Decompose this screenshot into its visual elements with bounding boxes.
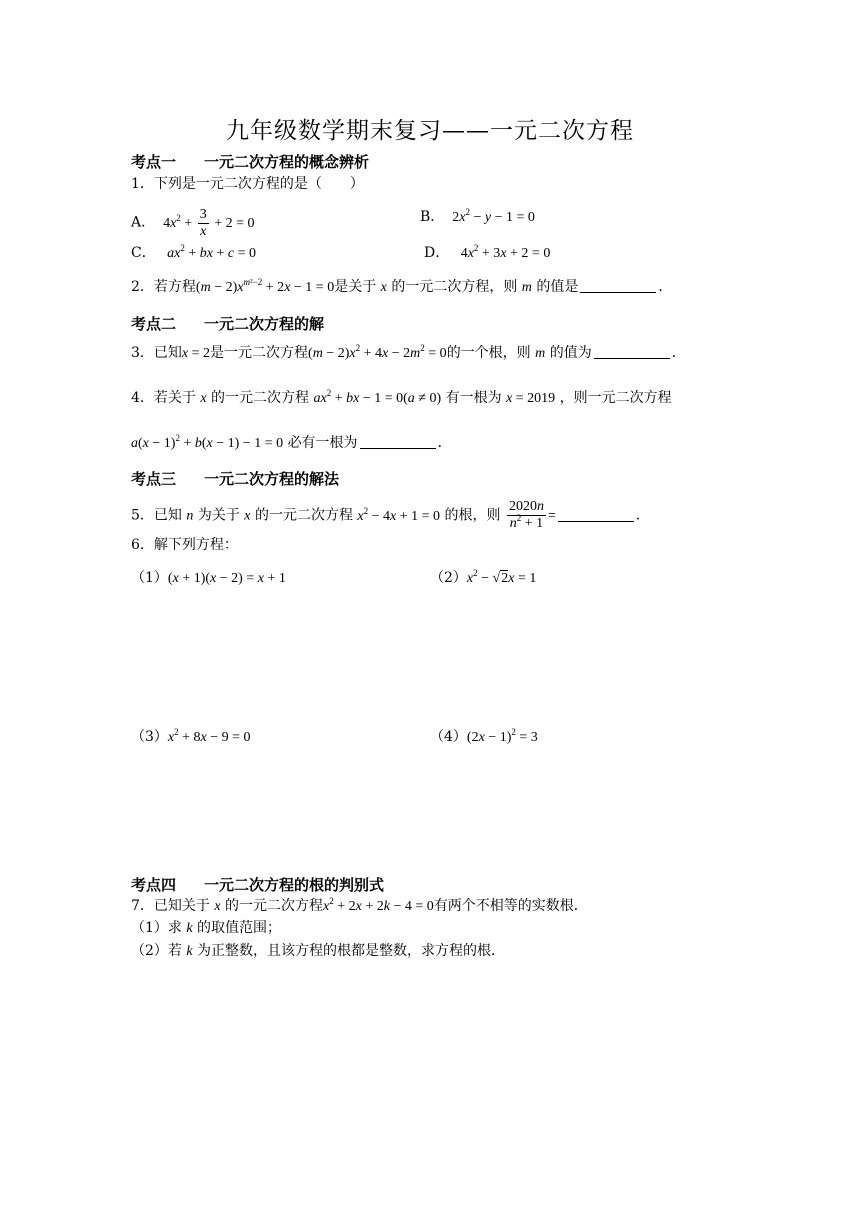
option-d-label: D． [424,245,450,261]
q4-end: ． [437,435,452,451]
q4-root: x = 2019 [506,391,556,406]
q6-part-3-equation: $x^2 + 8x - 9 = 0$ [167,727,251,745]
section-4-label: 考点四 [131,876,177,894]
fraction-2020n-over-n2plus1: $\frac{2020n}{n^2 + 1}$ [508,499,544,531]
option-a-label: A． [131,214,156,231]
q7-equation: $x^2 + 2x + 2k - 4 = 0$ [323,896,434,914]
option-c-label: C． [131,245,156,261]
q6-stem: 6．解下列方程： [131,537,238,553]
answer-blank [360,434,436,449]
q6-part-3 [131,727,251,748]
q3: 3．已知x = 2是一元二次方程$(m - 2)x^2 + 4x - 2m^2 = 0$的一个根，则 m 的值为 ． [131,343,686,361]
section-2-heading [131,313,324,334]
q1-option-b [420,207,535,228]
section-1-label: 考点一 [131,153,177,171]
q2-equation: $(m - 2)x^{m^2-2} + 2x - 1 = 0$ [195,277,335,295]
q4-text-post: ，则一元二次方程 [559,390,672,406]
q6-part-1-equation: (x + 1)(x − 2) = x + 1 [167,571,286,586]
q3-x-value: x = 2 [181,346,211,361]
q4-line-1: 4．若关于 x 的一元二次方程 $ax^2$ + bx − 1 = 0(a ≠ 0) 有一根为 x = 2019 ，则一元二次方程 [131,388,672,406]
q7-part-1-pre: （1）求 [131,920,182,936]
section-1-heading [131,151,369,172]
q2-text-post: 的值是 [536,279,579,295]
q3-equation: $(m - 2)x^2 + 4x - 2m^2 = 0$ [308,343,447,361]
page-title: 九年级数学期末复习——一元二次方程 [226,118,634,144]
q5-equation: $x^2 - 4x + 1 = 0$ [357,505,441,524]
q6-part-1-label: （1） [131,570,168,586]
q7-part-2-pre: （2）若 [131,943,182,959]
section-2-label: 考点二 [131,315,177,333]
answer-blank [558,507,634,522]
q4-text-mid: 的一元二次方程 [211,390,310,406]
q5-text-pre: 5．已知 [131,507,182,524]
section-3-heading [131,468,339,489]
q2-text-mid: 是关于 [334,279,377,295]
section-3-label: 考点三 [131,470,177,488]
q3-text-mid: 是一元二次方程 [210,345,309,361]
q5-end: ． [635,507,650,524]
answer-blank [580,278,656,293]
q5-text-mid2: 的一元二次方程 [254,507,353,524]
option-b-label: B． [420,209,445,225]
q5: 5．已知 n 为关于 x 的一元二次方程 $x^2 - 4x + 1 = 0$ 的根，则 $\frac{2020n}{n^2 + 1}$ = ． [131,499,650,531]
q4-text-mid2: 有一根为 [445,390,502,406]
q7-part-2: （2）若 k 为正整数，且该方程的根都是整数，求方程的根． [131,943,506,959]
q1-option-a [131,207,255,240]
section-1-name: 一元二次方程的概念辨析 [204,153,370,171]
section-2-name: 一元二次方程的解 [204,315,325,333]
q3-text-post: 的值为 [549,345,592,361]
q4-text-line2: 必有一根为 [287,435,358,451]
q7-text-post: 有两个不相等的实数根． [433,898,588,914]
section-4-heading [131,874,384,895]
option-c-math: $ax^2$ + bx + c = 0 [167,243,257,261]
q7-text-mid: 的一元二次方程 [225,898,324,914]
q3-end: ． [671,345,686,361]
q2: 2．若方程$(m - 2)x^{m^2-2} + 2x - 1 = 0$是关于 x 的一元二次方程，则 m 的值是 ． [131,277,673,295]
option-a-math: $4x^2$ + $\frac{3}{x}$ + 2 = 0 [159,207,255,239]
q5-text-post: 的根，则 [444,507,501,524]
q5-text-mid: 为关于 [197,507,240,524]
q6-part-4-equation: $(2x - 1)^2 = 3$ [466,727,538,745]
q1-option-c [131,243,256,264]
q7-part-1-post: 的取值范围； [197,920,282,936]
q7-part-2-post: 为正整数，且该方程的根都是整数，求方程的根． [197,943,506,959]
q4-equation: $ax^2$ + bx − 1 = 0(a ≠ 0) [313,388,442,406]
fraction-3-over-x: $\frac{3}{x}$ [199,207,207,239]
q6-part-4-label: （4） [430,729,467,745]
q6-part-2-equation: $x^2 - √2x = 1$ [466,568,537,586]
q6-part-1 [131,568,286,589]
q3-text-pre: 3．已知 [131,345,182,361]
option-b-math: $2x^2 - y - 1 = 0$ [448,207,535,225]
q1-option-d [424,243,550,264]
q2-text-mid2: 的一元二次方程，则 [391,279,518,295]
q3-text-mid2: 的一个根，则 [446,345,531,361]
q1-stem: 1．下列是一元二次方程的是（ ） [131,176,364,192]
q4-line-2 [131,433,452,454]
q7-text-pre: 7．已知关于 [131,898,210,914]
q6-part-4 [430,727,538,748]
q4-equation-2: $a(x - 1)^2 + b(x - 1) - 1 = 0$ [131,433,284,451]
q7-stem: 7．已知关于 x 的一元二次方程$x^2 + 2x + 2k - 4 = 0$有两个不相等的实数根． [131,896,588,914]
q4-text-pre: 4．若关于 [131,390,196,406]
answer-blank [594,344,670,359]
q2-text-pre: 2．若方程 [131,279,196,295]
section-3-name: 一元二次方程的解法 [204,470,340,488]
section-4-name: 一元二次方程的根的判别式 [204,876,385,894]
q2-end: ． [658,279,673,295]
q6-part-2-label: （2） [430,570,467,586]
q6-part-3-label: （3） [131,729,168,745]
q6-part-2 [430,568,536,589]
q7-part-1: （1）求 k 的取值范围； [131,920,282,936]
option-d-math: $4x^2 + 3x + 2 = 0$ [453,243,551,261]
